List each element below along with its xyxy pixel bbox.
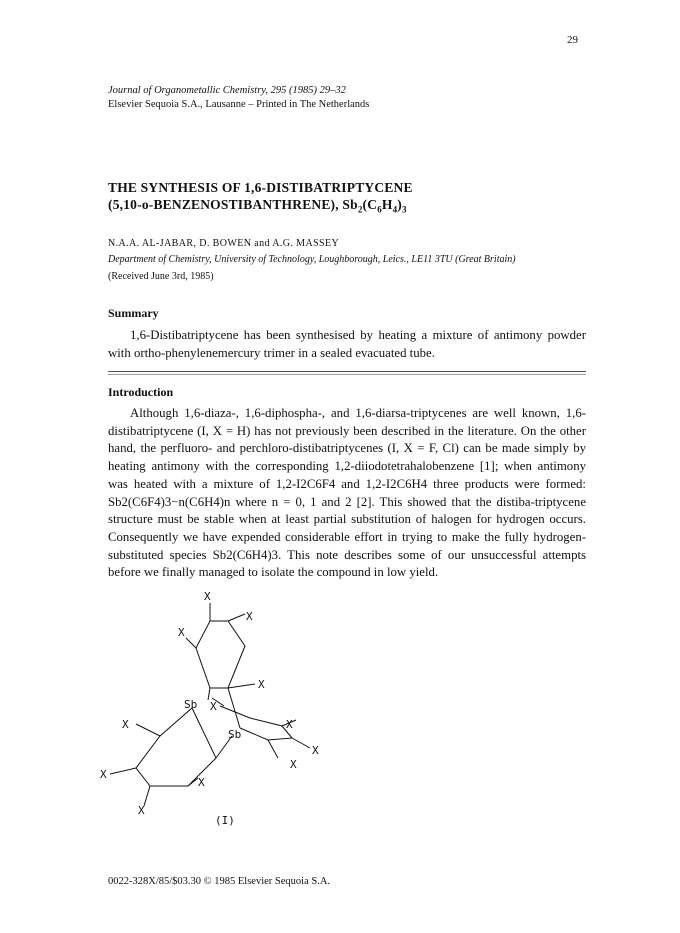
substituent-x-label: X xyxy=(204,590,211,603)
summary-body xyxy=(108,326,586,362)
substituent-x-label: X xyxy=(178,626,185,639)
introduction-text: Although 1,6-diaza-, 1,6-diphospha-, and 1,6-diarsa-triptycenes are well known, 1,6-distibatriptycene (I, X = H) has not previously been described in the literature. On the other hand, the perfluoro- and perchloro-distibatriptycenes (I, X = F, Cl) can be made simply by heating antimony with the corresponding 1,2-diiodotetrahalobenzene [1]; when antimony was heated with a mixture of 1,2-I2C6F4 and 1,2-I2C6H4 three products were formed: Sb2(C6F4)3−n(C6H4)n where n = 0, 1 and 2 [2]. This showed that the distiba-triptycene structure must be stable when at least partial substitution of halogen for hydrogen occurs. Consequently we have expended considerable effort in trying to make the fully hydrogen-substituted species Sb2(C6H4)3. This note describes some of our unsuccessful attempts before we finally managed to isolate the compound in low yield. xyxy=(108,406,586,580)
affiliation: Department of Chemistry, University of Technology, Loughborough, Leics., LE11 3TU (Great Britain) xyxy=(108,254,516,265)
substituent-x-label: X xyxy=(290,758,297,771)
journal-citation xyxy=(108,84,369,111)
triptycene-structure-figure xyxy=(100,588,360,828)
divider xyxy=(108,374,586,375)
introduction-heading: Introduction xyxy=(108,385,174,399)
journal-line: Journal of Organometallic Chemistry, 295 (1985) 29–32 xyxy=(108,85,346,96)
substituent-x-label: X xyxy=(286,718,293,731)
authors: N.A.A. AL-JABAR, D. BOWEN and A.G. MASSEY xyxy=(108,238,340,249)
antimony-atom-label: Sb xyxy=(228,728,242,741)
title-line-1: THE SYNTHESIS OF 1,6-DISTIBATRIPTYCENE xyxy=(108,180,413,195)
page-number: 29 xyxy=(567,34,578,46)
substituent-x-label: X xyxy=(312,744,319,757)
divider xyxy=(108,371,586,372)
substituent-x-label: X xyxy=(246,610,253,623)
substituent-x-label: X xyxy=(258,678,265,691)
received-date: (Received June 3rd, 1985) xyxy=(108,271,214,282)
substituent-x-label: X xyxy=(210,700,217,713)
substituent-x-label: X xyxy=(138,804,145,817)
substituent-x-label: X xyxy=(198,776,205,789)
antimony-atom-label: Sb xyxy=(184,698,198,711)
substituent-x-label: X xyxy=(100,768,107,781)
article-title xyxy=(108,179,413,219)
footer-copyright: 0022-328X/85/$03.30 © 1985 Elsevier Sequoia S.A. xyxy=(108,876,331,887)
summary-text: 1,6-Distibatriptycene has been synthesised by heating a mixture of antimony powder with ortho-phenylenemercury trimer in a sealed evacuated tube. xyxy=(108,328,586,360)
introduction-body xyxy=(108,405,586,582)
publisher-line: Elsevier Sequoia S.A., Lausanne – Printed in The Netherlands xyxy=(108,98,370,110)
summary-heading: Summary xyxy=(108,306,159,320)
substituent-x-label: X xyxy=(122,718,129,731)
figure-caption: (I) xyxy=(215,814,235,827)
title-line-2: (5,10-o-BENZENOSTIBANTHRENE), $Sb_2(C_6H_4)_3$ xyxy=(108,197,407,215)
